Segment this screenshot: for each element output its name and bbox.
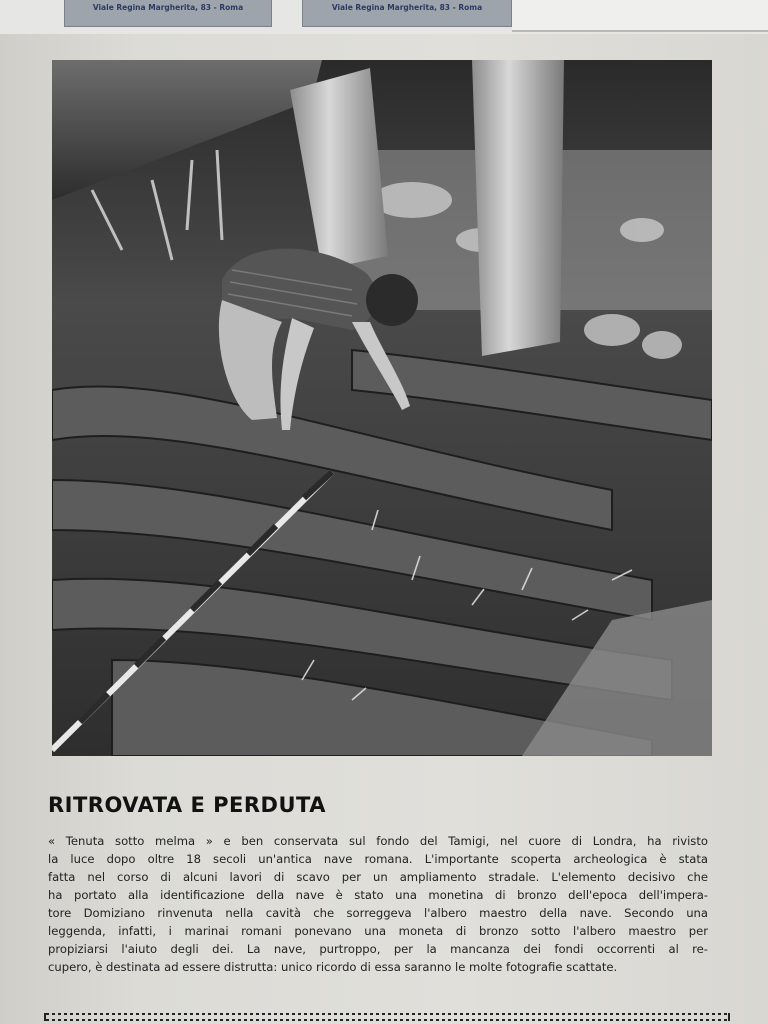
excavation-photo (52, 60, 712, 756)
article-line: ha portato alla identificazione della nave è stato una monetina di bronzo dell'epoca dell'impera- (48, 888, 708, 902)
article-line: leggenda, infatti, i marinai romani ponevano una moneta di bronzo sotto l'albero maestro per (48, 924, 708, 938)
article-line: fatta nel corso di alcuni lavori di scavo per un ampliamento stradale. L'elemento decisivo che (48, 870, 708, 884)
address-stamp: Viale Regina Margherita, 83 - Roma (302, 0, 512, 27)
article-headline: RITROVATA E PERDUTA (48, 793, 326, 817)
article-line: tore Domiziano rinvenuta nella cavità che sorreggeva l'albero maestro della nave. Secondo una (48, 906, 708, 920)
article-line: la luce dopo oltre 18 secoli un'antica nave romana. L'importante scoperta archeologica è stata (48, 852, 708, 866)
top-right-paper (512, 0, 768, 32)
article-body (48, 832, 708, 976)
dashed-border (44, 1013, 730, 1021)
article-line: propiziarsi l'aiuto degli dei. La nave, purtroppo, per la mancanza dei fondi occorrenti al re- (48, 942, 708, 956)
address-stamp: Viale Regina Margherita, 83 - Roma (64, 0, 272, 27)
article-line: cupero, è destinata ad essere distrutta: unico ricordo di essa saranno le molte fotografie scattate. (48, 960, 618, 974)
article-line: « Tenuta sotto melma » e ben conservata sul fondo del Tamigi, nel cuore di Londra, ha rivisto (48, 834, 708, 848)
